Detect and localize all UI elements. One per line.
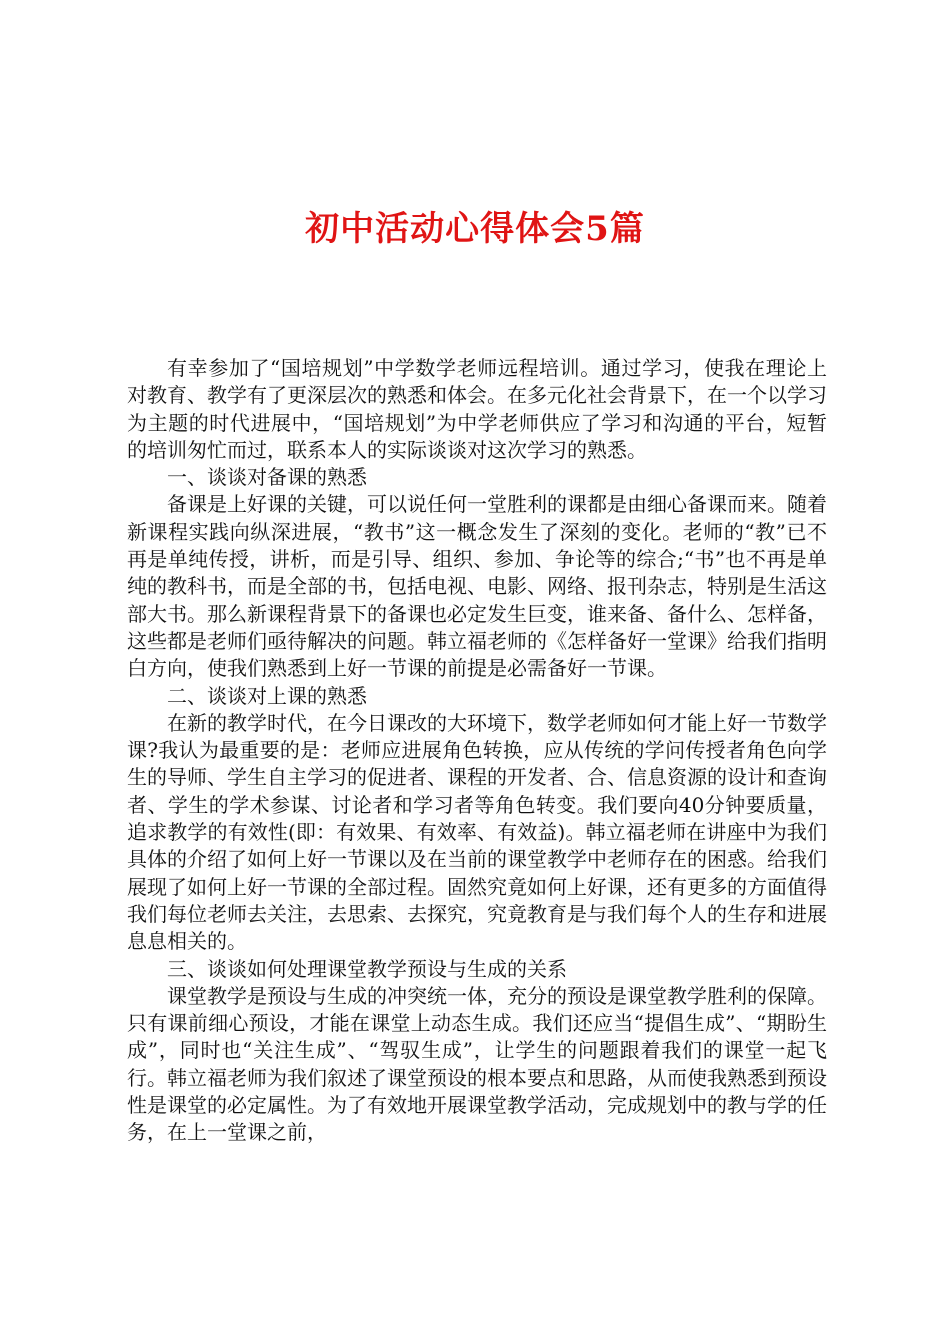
section-heading-3: 三、谈谈如何处理课堂教学预设与生成的关系 — [167, 956, 567, 981]
document-title: 初中活动心得体会5篇 — [305, 209, 645, 249]
paragraph-intro: 有幸参加了“国培规划”中学数学老师远程培训。通过学习，使我在理论上对教育、教学有了更深层次的熟悉和体会。在多元化社会背景下，在一个以学习为主题的时代进展中，“国培规划”为中学老师供应了学习和沟通的平台，短暂的培训匆忙而过，联系本人的实际谈谈对这次学习的熟悉。 — [127, 356, 827, 462]
paragraph-section-1: 备课是上好课的关键，可以说任何一堂胜利的课都是由细心备课而来。随着新课程实践向纵深进展，“教书”这一概念发生了深刻的变化。老师的“教”已不再是单纯传授，讲析，而是引导、组织、参加、争论等的综合;“书”也不再是单纯的教科书，而是全部的书，包括电视、电影、网络、报刊杂志，特别是生活这部大书。那么新课程背景下的备课也必定发生巨变，谁来备、备什么、怎样备，这些都是老师们亟待解决的问题。韩立福老师的《怎样备好一堂课》给我们指明白方向，使我们熟悉到上好一节课的前提是必需备好一节课。 — [127, 492, 827, 681]
section-heading-2: 二、谈谈对上课的熟悉 — [167, 683, 367, 708]
paragraph-section-3: 课堂教学是预设与生成的冲突统一体，充分的预设是课堂教学胜利的保障。只有课前细心预设，才能在课堂上动态生成。我们还应当“提倡生成”、“期盼生成”，同时也“关注生成”、“驾驭生成”，让学生的问题跟着我们的课堂一起飞行。韩立福老师为我们叙述了课堂预设的根本要点和思路，从而使我熟悉到预设性是课堂的必定属性。为了有效地开展课堂教学活动，完成规划中的教与学的任务，在上一堂课之前， — [127, 983, 827, 1145]
paragraph-section-2: 在新的教学时代，在今日课改的大环境下，数学老师如何才能上好一节数学课?我认为最重要的是：老师应进展角色转换，应从传统的学问传授者角色向学生的导师、学生自主学习的促进者、课程的开发者、合、信息资源的设计和查询者、学生的学术参谋、讨论者和学习者等角色转变。我们要向40分钟要质量，追求教学的有效性(即：有效果、有效率、有效益)。韩立福老师在讲座中为我们具体的介绍了如何上好一节课以及在当前的课堂教学中老师存在的困惑。给我们展现了如何上好一节课的全部过程。固然究竟如何上好课，还有更多的方面值得我们每位老师去关注，去思索、去探究，究竟教育是与我们每个人的生存和进展息息相关的。 — [127, 710, 827, 954]
document-body — [127, 355, 827, 1147]
section-heading-1: 一、谈谈对备课的熟悉 — [167, 465, 367, 490]
